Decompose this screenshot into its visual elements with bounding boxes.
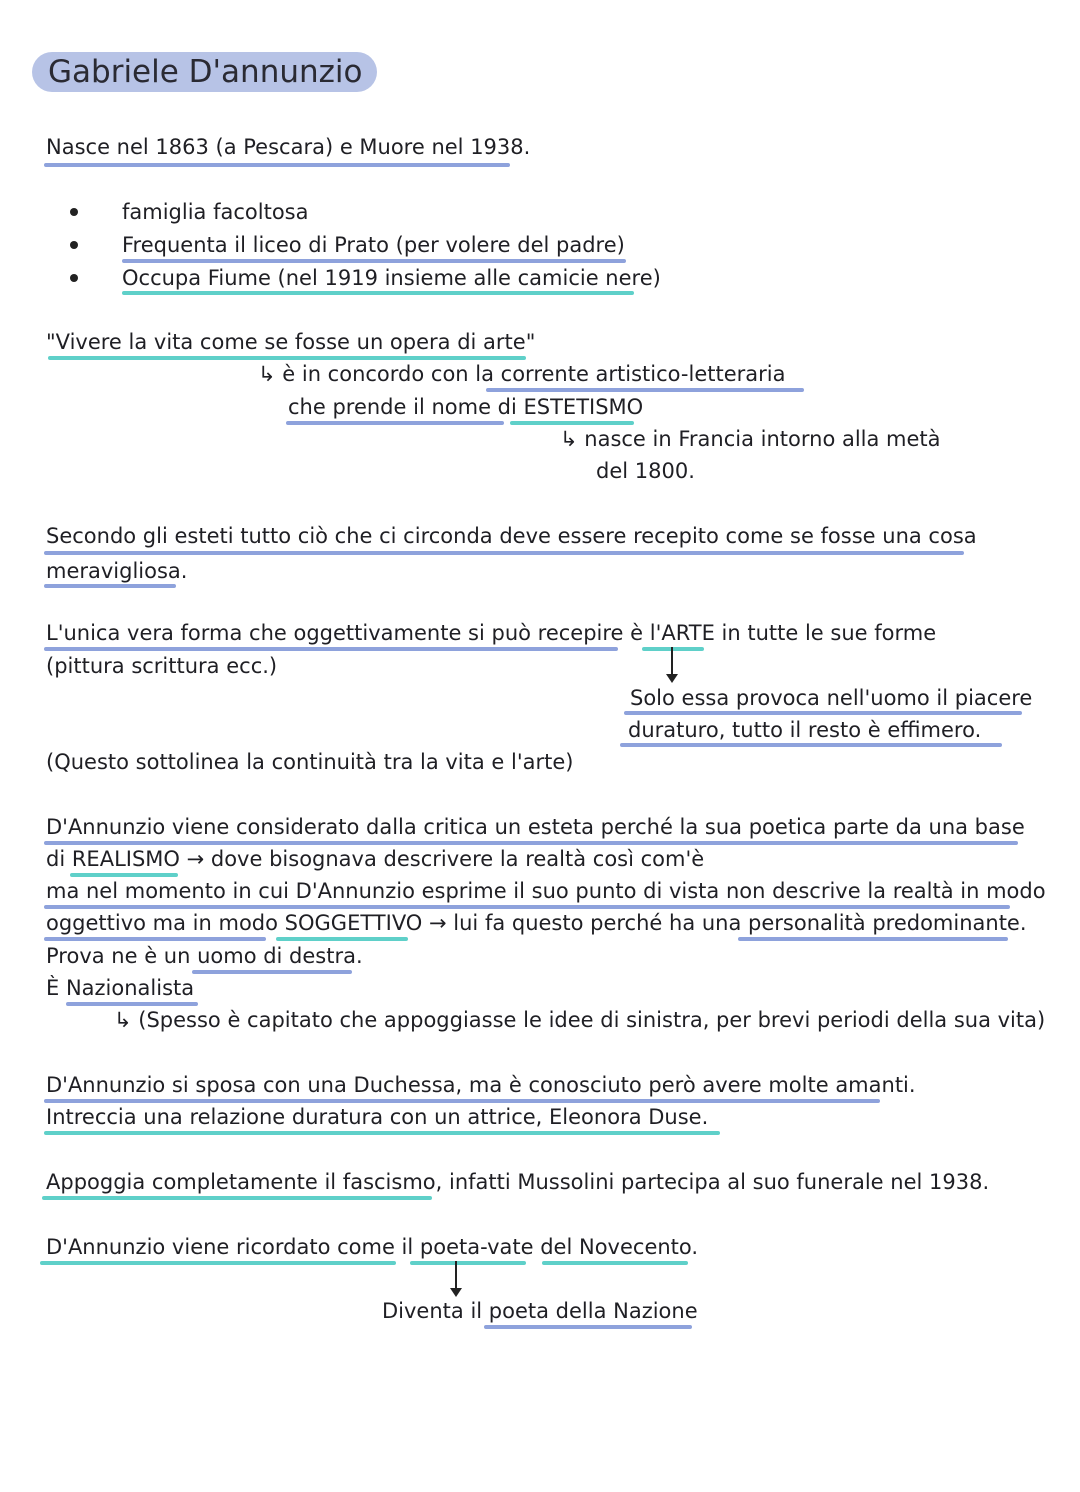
- quote-sub: ↳ nasce in Francia intorno alla metà: [560, 427, 941, 451]
- arte-line: (pittura scrittura ecc.): [46, 654, 278, 678]
- critica-line: È Nazionalista: [46, 976, 195, 1000]
- underline: [122, 259, 626, 263]
- critica-line: D'Annunzio viene considerato dalla critica un esteta perché la sua poetica parte da una base: [46, 815, 1025, 839]
- vita-line: Intreccia una relazione duratura con un attrice, Eleonora Duse.: [46, 1105, 709, 1129]
- bullet-item: Frequenta il liceo di Prato (per volere del padre): [122, 233, 625, 257]
- page-title: Gabriele D'annunzio: [32, 52, 377, 92]
- underline: [192, 970, 352, 974]
- underline: [122, 291, 634, 295]
- underline: [44, 647, 618, 651]
- critica-line: oggettivo ma in modo SOGGETTIVO → lui fa questo perché ha una personalità predominante.: [46, 911, 1027, 935]
- underline: [542, 1261, 688, 1265]
- intro-line: Nasce nel 1863 (a Pescara) e Muore nel 1938.: [46, 135, 531, 159]
- underline: [484, 1325, 692, 1329]
- underline: [410, 1261, 526, 1265]
- fascismo-line: Appoggia completamente il fascismo, infatti Mussolini partecipa al suo funerale nel 1938.: [46, 1170, 990, 1194]
- arte-note: duraturo, tutto il resto è effimero.: [628, 718, 982, 742]
- underline: [620, 743, 1002, 747]
- underline: [44, 163, 510, 167]
- bullet-item: Occupa Fiume (nel 1919 insieme alle camicie nere): [122, 266, 661, 290]
- underline: [276, 937, 408, 941]
- bullet-dot: [70, 241, 78, 249]
- vate-line: Diventa il poeta della Nazione: [382, 1299, 698, 1323]
- bullet-dot: [70, 208, 78, 216]
- underline: [624, 711, 1022, 715]
- esteti-line: Secondo gli esteti tutto ciò che ci circonda deve essere recepito come se fosse una cosa: [46, 524, 977, 548]
- critica-line: Prova ne è un uomo di destra.: [46, 944, 363, 968]
- bullet-dot: [70, 274, 78, 282]
- arte-note: (Questo sottolinea la continuità tra la vita e l'arte): [46, 750, 574, 774]
- vita-line: D'Annunzio si sposa con una Duchessa, ma è conosciuto però avere molte amanti.: [46, 1073, 916, 1097]
- arrow-down-icon: [450, 1261, 462, 1297]
- critica-line: di REALISMO → dove bisognava descrivere la realtà così com'è: [46, 847, 705, 871]
- underline: [40, 1261, 396, 1265]
- esteti-line: meravigliosa.: [46, 559, 188, 583]
- quote-text: "Vivere la vita come se fosse un opera di arte": [46, 330, 536, 354]
- underline: [44, 551, 964, 555]
- bullet-item: famiglia facoltosa: [122, 200, 309, 224]
- underline: [44, 937, 266, 941]
- arte-line: L'unica vera forma che oggettivamente si può recepire è l'ARTE in tutte le sue forme: [46, 621, 937, 645]
- underline: [42, 1196, 432, 1200]
- underline: [286, 421, 504, 425]
- quote-sub: del 1800.: [596, 459, 695, 483]
- critica-line: ma nel momento in cui D'Annunzio esprime il suo punto di vista non descrive la realtà in modo: [46, 879, 1046, 903]
- underline: [486, 388, 804, 392]
- critica-line: ↳ (Spesso è capitato che appoggiasse le idee di sinistra, per brevi periodi della sua vita): [114, 1008, 1046, 1032]
- quote-sub: che prende il nome di ESTETISMO: [288, 395, 644, 419]
- vate-line: D'Annunzio viene ricordato come il poeta-vate del Novecento.: [46, 1235, 699, 1259]
- arrow-down-icon: [666, 647, 678, 683]
- underline: [44, 584, 176, 588]
- quote-sub: ↳ è in concordo con la corrente artistico-letteraria: [258, 362, 786, 386]
- arte-note: Solo essa provoca nell'uomo il piacere: [630, 686, 1033, 710]
- underline: [44, 1131, 720, 1135]
- underline: [738, 937, 1008, 941]
